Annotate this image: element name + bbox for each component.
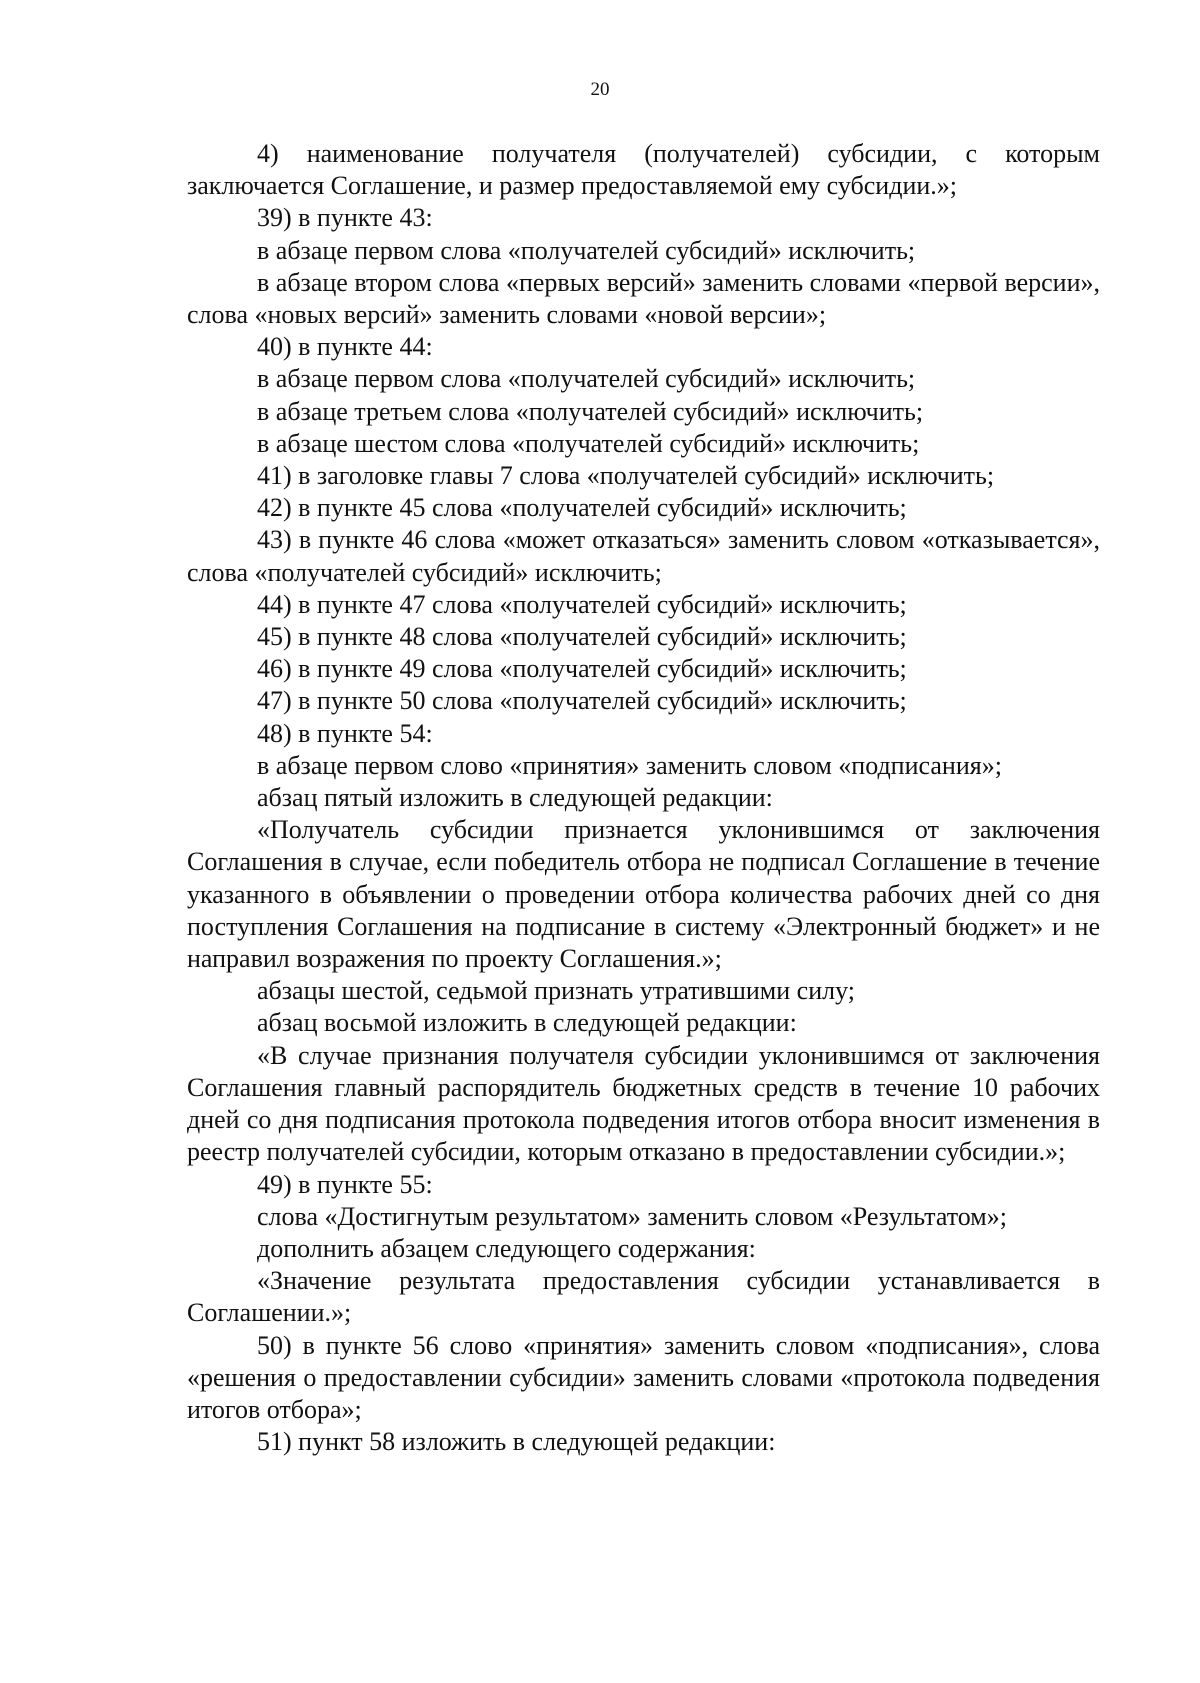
paragraph: «В случае признания получателя субсидии уклонившимся от заключения Соглашения главный распорядитель бюджетных средств в течение 10 рабочих дней со дня подписания протокола подведения итогов отбора вносит изменения в реестр получателей субсидии, которым отказано в предоставлении субсидии.»;: [187, 1040, 1100, 1167]
paragraph: «Значение результата предоставления субсидии устанавливается в Соглашении.»;: [187, 1266, 1100, 1328]
paragraph: 43) в пункте 46 слова «может отказаться» заменить словом «отказывается», слова «получателей субсидий» исключить;: [187, 525, 1100, 587]
page-number: 20: [590, 79, 610, 100]
paragraph: «Получатель субсидии признается уклонившимся от заключения Соглашения в случае, если победитель отбора не подписал Соглашение в течение указанного в объявлении о проведении отбора количества рабочих дней со дня поступления Соглашения на подписание в систему «Электронный бюджет» и не направил возражения по проекту Соглашения.»;: [187, 815, 1100, 974]
paragraph: 51) пункт 58 изложить в следующей редакции:: [257, 1427, 776, 1457]
paragraph: 49) в пункте 55:: [257, 1169, 433, 1199]
paragraph: 4) наименование получателя (получателей) субсидии, с которым заключается Соглашение, и размер предоставляемой ему субсидии.»;: [187, 139, 1100, 201]
paragraph: 48) в пункте 54:: [257, 718, 433, 748]
paragraph: 41) в заголовке главы 7 слова «получателей субсидий» исключить;: [257, 461, 995, 491]
paragraph: 46) в пункте 49 слова «получателей субсидий» исключить;: [257, 654, 907, 684]
paragraph: в абзаце первом слово «принятия» заменить словом «подписания»;: [257, 750, 1002, 780]
paragraph: 47) в пункте 50 слова «получателей субсидий» исключить;: [257, 686, 907, 716]
paragraph: в абзаце первом слова «получателей субсидий» исключить;: [257, 364, 916, 394]
paragraph: абзацы шестой, седьмой признать утратившими силу;: [257, 976, 855, 1006]
paragraph: абзац восьмой изложить в следующей редакции:: [257, 1008, 797, 1038]
paragraph: 39) в пункте 43:: [257, 203, 433, 233]
paragraph: в абзаце третьем слова «получателей субсидий» исключить;: [257, 396, 924, 426]
document-body: [187, 138, 1100, 1458]
paragraph: в абзаце первом слова «получателей субсидий» исключить;: [257, 235, 916, 265]
paragraph: дополнить абзацем следующего содержания:: [257, 1233, 756, 1263]
paragraph: 50) в пункте 56 слово «принятия» заменить словом «подписания», слова «решения о предоставлении субсидии» заменить словами «протокола подведения итогов отбора»;: [187, 1330, 1100, 1424]
paragraph: абзац пятый изложить в следующей редакции:: [257, 783, 773, 813]
paragraph: в абзаце шестом слова «получателей субсидий» исключить;: [257, 428, 920, 458]
paragraph: 45) в пункте 48 слова «получателей субсидий» исключить;: [257, 622, 907, 652]
paragraph: 44) в пункте 47 слова «получателей субсидий» исключить;: [257, 589, 907, 619]
paragraph: 42) в пункте 45 слова «получателей субсидий» исключить;: [257, 493, 907, 523]
paragraph: в абзаце втором слова «первых версий» заменить словами «первой версии», слова «новых версий» заменить словами «новой версии»;: [187, 267, 1100, 330]
paragraph: слова «Достигнутым результатом» заменить словом «Результатом»;: [257, 1201, 1007, 1231]
paragraph: 40) в пункте 44:: [257, 332, 433, 362]
